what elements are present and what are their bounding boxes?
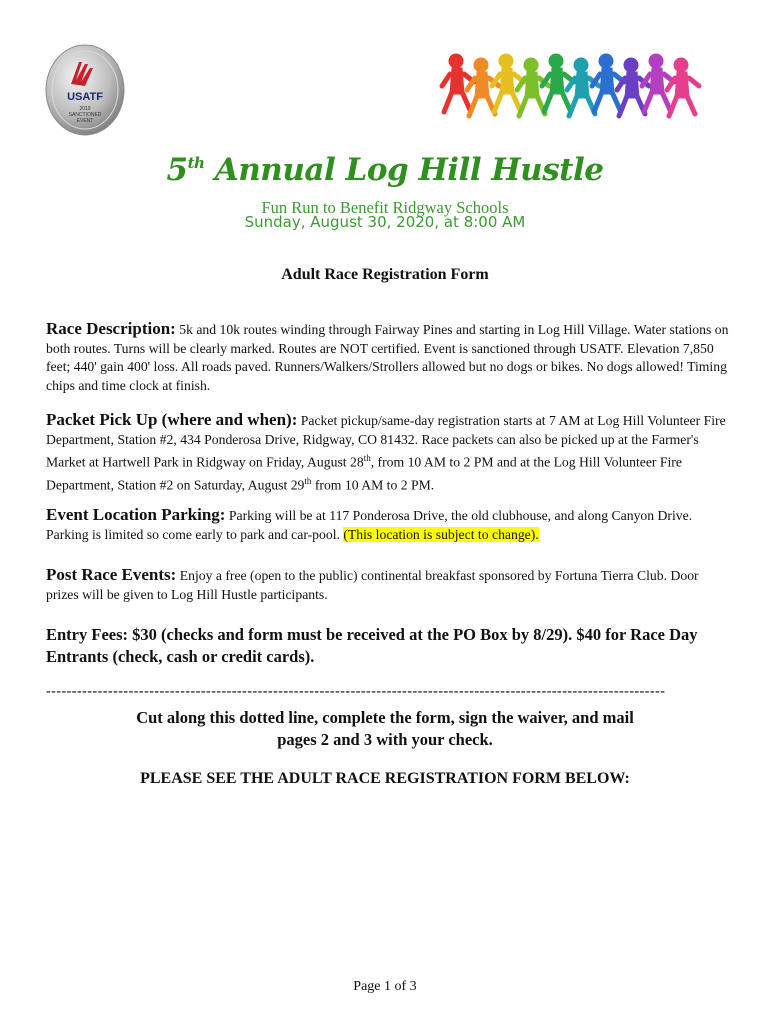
packet-pickup-heading: Packet Pick Up (where and when): [46,410,298,429]
page-number: Page 1 of 3 [353,979,417,994]
post-race-heading: Post Race Events: [46,565,177,584]
logo-caption-sanctioned: SANCTIONED [68,112,102,118]
form-title: Adult Race Registration Form [281,266,489,283]
title-ordinal-suffix: th [187,154,205,172]
runner-figure [667,58,699,116]
event-date: Sunday, August 30, 2020, at 8:00 AM [244,213,526,231]
parking [46,506,730,544]
post-race-body: Enjoy a free (open to the public) continental breakfast sponsored by Fortuna Tierra Club. Door prizes will be given to Log Hill Hustle participants. [46,568,699,602]
dotted-cut-line: ------------------------------------------------------------------------------------------------------------------------ [46,684,666,699]
packet-pickup [46,411,730,495]
race-description [46,320,730,395]
parking-heading: Event Location Parking: [46,505,226,524]
title-ordinal: 5 [166,152,188,188]
cut-instructions [0,707,770,751]
cut-instructions-line-1: Cut along this dotted line, complete the form, sign the waiver, and mail [136,708,634,727]
race-description-heading: Race Description: [46,319,176,338]
logo-caption-event: EVENT [76,118,94,124]
packet-pickup-body-1: Packet pickup/same-day registration starts at 7 AM at Log Hill Volunteer Fire Department, Station #2, 434 Ponderosa Drive, Ridgway, CO 81432. Race packets can also be picked up at the Farmer's Market at Hartwell Park in Ridgway on Friday, August 28 [46,413,726,470]
race-description-body: 5k and 10k routes winding through Fairway Pines and starting in Log Hill Village. Water stations on both routes. Turns will be clearly marked. Routes are NOT certified. Event is sanctioned through USATF. Elevation 7,850 feet; 440' gain 400' loss. All roads paved. Runners/Walkers/Strollers allowed but no dogs or bikes. No dogs allowed! Timing chips and time clock at finish. [46,322,729,393]
logo-brand: USATF [67,91,103,103]
runners-illustration [430,46,702,130]
title-text: Annual Log Hill Hustle [204,152,604,188]
cut-instructions-line-2: pages 2 and 3 with your check. [277,730,493,749]
packet-pickup-sup-2: th [304,476,312,487]
event-title [0,152,770,188]
event-subtitle: Fun Run to Benefit Ridgway Schools [261,198,509,217]
packet-pickup-body-2: , from 10 AM to 2 PM and at the Log Hill Volunteer Fire Department, Station #2 on Saturday, August 29 [46,454,682,493]
entry-fees: Entry Fees: $30 (checks and form must be received at the PO Box by 8/29). $40 for Race Day Entrants (check, cash or credit cards). [46,625,698,666]
post-race-events [46,566,730,604]
please-see-notice: PLEASE SEE THE ADULT RACE REGISTRATION FORM BELOW: [140,770,630,787]
packet-pickup-sup-1: th [363,453,371,463]
parking-body: Parking will be at 117 Ponderosa Drive, the old clubhouse, and along Canyon Drive. Parking is limited so come early to park and car-pool. [46,508,693,542]
parking-highlight: (This location is subject to change). [343,526,539,542]
usatf-logo [45,44,125,136]
packet-pickup-body-3: from 10 AM to 2 PM. [311,477,435,493]
logo-caption-year: 2019 [79,106,91,112]
